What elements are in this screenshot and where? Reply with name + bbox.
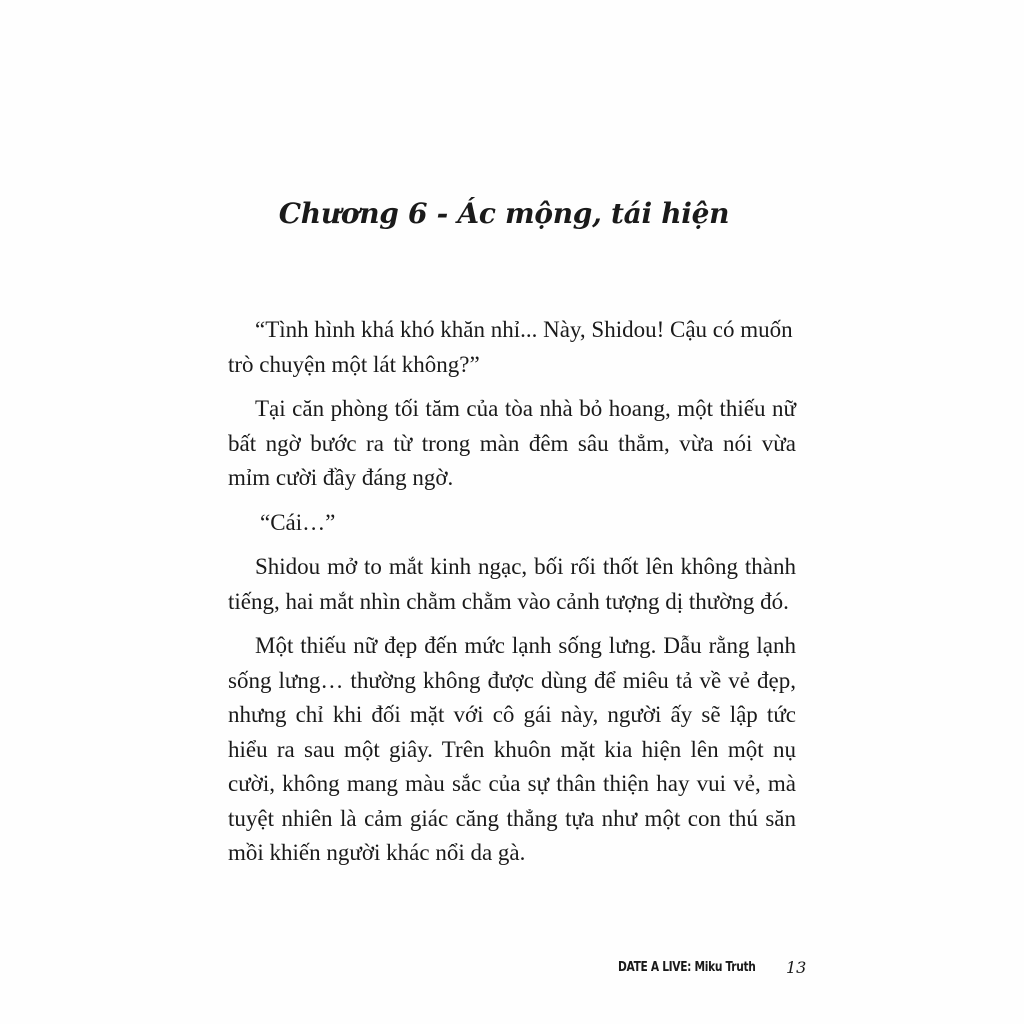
paragraph-4: Shidou mở to mắt kinh ngạc, bối rối thốt lên không thành tiếng, hai mắt nhìn chằm chằm vào cảnh tượng dị thường đó.: [228, 554, 796, 614]
page-number: 13: [786, 958, 807, 977]
paragraph-3: “Cái…”: [260, 509, 336, 535]
paragraph-1: “Tình hình khá khó khăn nhỉ... Này, Shidou! Cậu có muốn trò chuyện một lát không?”: [228, 317, 793, 377]
paragraph-2: Tại căn phòng tối tăm của tòa nhà bỏ hoang, một thiếu nữ bất ngờ bước ra từ trong màn đêm sâu thẳm, vừa nói vừa mỉm cười đầy đáng ngờ.: [228, 396, 796, 490]
paragraph-5: Một thiếu nữ đẹp đến mức lạnh sống lưng. Dẫu rằng lạnh sống lưng… thường không được dùng để miêu tả về vẻ đẹp, nhưng chỉ khi đối mặt với cô gái này, người ấy sẽ lập tức hiểu ra sau một giây. Trên khuôn mặt kia hiện lên một nụ cười, không mang màu sắc của sự thân thiện hay vui vẻ, mà tuyệt nhiên là cảm giác căng thẳng tựa như một con thú săn mồi khiến người khác nổi da gà.: [228, 633, 796, 865]
chapter-body: [228, 313, 796, 881]
chapter-title: Chương 6 - Ác mộng, tái hiện: [278, 197, 730, 230]
page-footer: [618, 957, 807, 981]
series-title: DATE A LIVE: Miku Truth: [618, 960, 756, 975]
